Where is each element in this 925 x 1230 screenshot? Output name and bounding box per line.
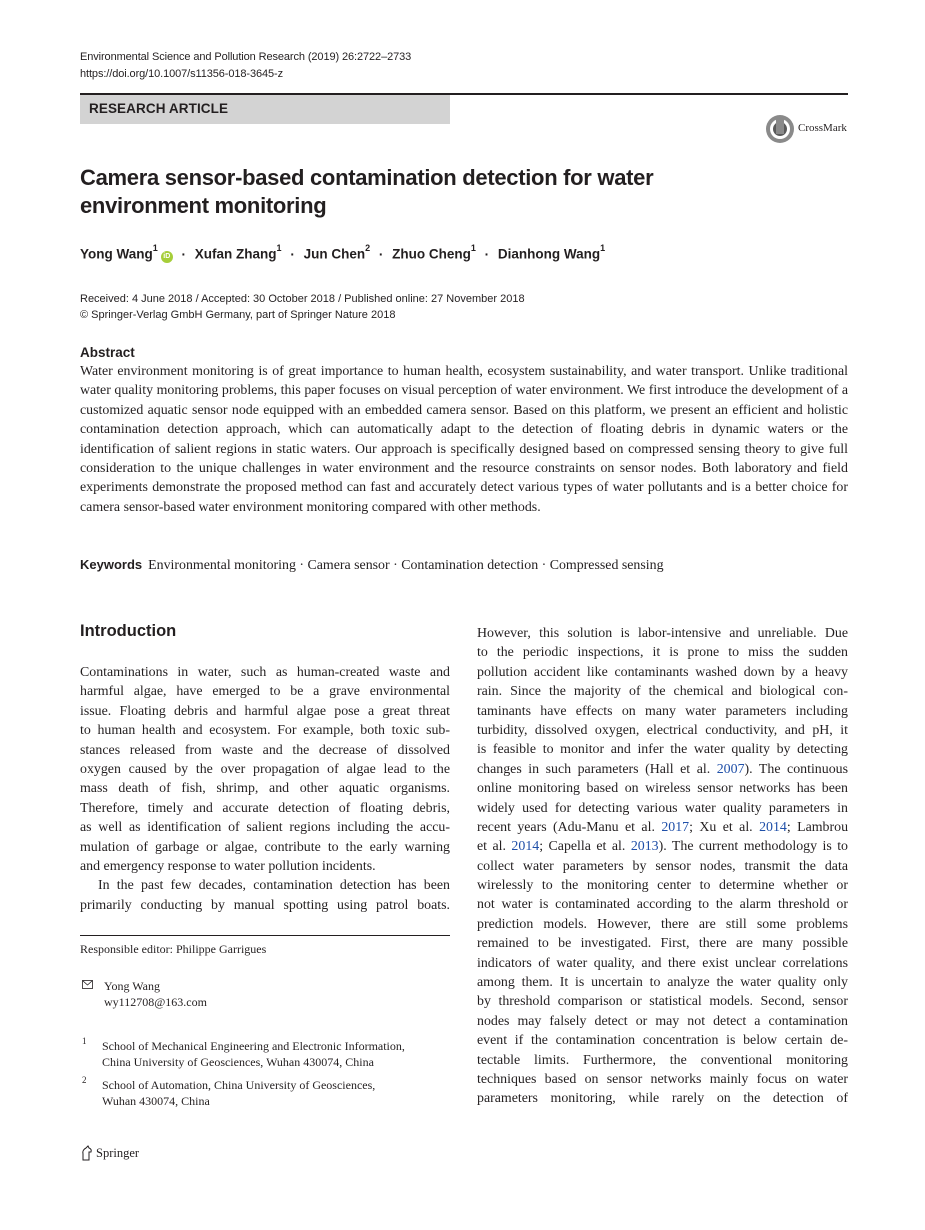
text-line: pollution accident like contaminants washed down by a heavy <box>477 664 848 680</box>
doi-link[interactable]: https://doi.org/10.1007/s11356-018-3645-z <box>80 68 284 80</box>
author-separator: · <box>290 246 295 262</box>
abstract-heading: Abstract <box>80 345 135 360</box>
author-name[interactable]: Zhuo Cheng <box>392 246 471 262</box>
author-name[interactable]: Yong Wang <box>80 246 153 262</box>
text-line: mass death of fish, shrimp, and other aquatic organisms. <box>80 781 450 797</box>
article-title: Camera sensor-based contamination detection for water environment monitoring <box>80 165 654 218</box>
citation-link[interactable]: 2013 <box>630 839 659 855</box>
text-line: oxygen caused by the over propagation of algae lead to the <box>80 761 450 777</box>
author-separator: · <box>181 246 187 262</box>
citation-link[interactable]: 2014 <box>759 819 787 835</box>
orcid-icon[interactable]: iD <box>161 251 173 263</box>
envelope-icon <box>82 980 93 989</box>
text-line: recent years (Adu-Manu et al. 2017; Xu et al. 2014; Lambrou <box>477 819 849 835</box>
text-line: wirelessly to the monitoring center to determine whether or <box>477 878 848 894</box>
text-line: indicators of water quality, and there exist unclear correlations <box>477 955 848 971</box>
author-name[interactable]: Xufan Zhang <box>194 246 277 262</box>
publication-dates: Received: 4 June 2018 / Accepted: 30 October 2018 / Published online: 27 November 2018 <box>80 293 525 305</box>
text-line: online monitoring based on wireless sensor networks has been <box>477 781 848 797</box>
text-line: to the periodic inspections, it is prone to miss the sudden <box>477 645 848 661</box>
affiliation-number: 2 <box>82 1075 87 1085</box>
copyright-notice: © Springer-Verlag GmbH Germany, part of Springer Nature 2018 <box>80 309 396 321</box>
text-line: techniques based on sensor networks mainly focus on water <box>477 1071 848 1087</box>
text-line: stances released from waste and the decrease of dissolved <box>80 742 450 758</box>
journal-citation: Environmental Science and Pollution Research (2019) 26:2722–2733 <box>80 51 412 63</box>
text-line: primarily conducting by manual spotting using patrol boats. <box>80 897 450 913</box>
text-line: et al. 2014; Capella et al. 2013). The current methodology is to <box>477 839 848 855</box>
text-line: widely used for detecting various water quality parameters in <box>477 800 848 816</box>
text-line: However, this solution is labor-intensive and unreliable. Due <box>477 626 848 641</box>
affiliation-text: School of Automation, China University of Geosciences, <box>102 1078 376 1092</box>
text-line: is feasible to monitor and infer the water quality by detecting <box>477 742 848 758</box>
affiliation-number: 1 <box>82 1036 87 1046</box>
corresponding-author-name: Yong Wang <box>104 979 160 993</box>
text-line: by threshold comparison or statistical models. Second, sensor <box>477 994 848 1010</box>
text-line: issue. Floating debris and harmful algae pose a great threat <box>80 703 450 719</box>
springer-horse-icon <box>80 1145 94 1161</box>
text-line: to human health and ecosystem. For example, both toxic sub- <box>80 723 450 739</box>
keywords <box>80 557 848 574</box>
text-line: nodes may falsely detect or may not detect a contamination <box>477 1013 848 1029</box>
text-line: changes in such parameters (Hall et al. 2007). The continuous <box>477 761 848 777</box>
text-line: tectable limits. Furthermore, the conventional monitoring <box>477 1052 848 1068</box>
text-line: not water is contaminated according to the alarm threshold or <box>477 897 848 913</box>
affiliation-mark: 1 <box>276 243 282 253</box>
text-line: mulation of garbage or algae, contribute to the early warning <box>80 839 450 855</box>
affiliation-mark: 1 <box>470 243 476 253</box>
corresponding-author-email[interactable]: wy112708@163.com <box>104 995 207 1009</box>
text-line: parameters monitoring, while rarely on the detection of <box>477 1091 848 1107</box>
text-line: In the past few decades, contamination detection has been <box>98 878 450 894</box>
affiliation-text: China University of Geosciences, Wuhan 430074, China <box>102 1055 374 1069</box>
abstract-text: Water environment monitoring is of great importance to human health, ecosystem sustainability, and water transport. Unlike traditional water quality monitoring problems, this paper focuses on visual perception of water environment. We first introduce the development of a customized aquatic sensor node equipped with an embedded camera sensor. Based on this platform, we present an efficient and holistic contamination detection approach, which can automatically adapt to the detection of floating debris in dynamic waters or the identification of salient regions in static waters. Our approach is specifically designed based on compressed sensing theory to give full consideration to the unique challenges in water environment and the resource constraints on sensor nodes. Both laboratory and field experiments demonstrate the proposed method can fast and accurately detect various types of water pollutants and is a better choice for camera sensor-based water environment monitoring compared with other methods. <box>80 364 848 515</box>
body-column-right <box>477 624 848 1109</box>
body-column-left <box>80 663 450 915</box>
text-line: taminants have effects on many water parameters including <box>477 703 848 719</box>
text-line: among them. It is uncertain to analyze the water quality only <box>477 975 848 991</box>
author-separator: · <box>484 246 490 262</box>
affiliation-mark: 1 <box>152 243 158 253</box>
affiliation-text: Wuhan 430074, China <box>102 1094 210 1108</box>
text-line: prediction models. However, there are still some problems <box>477 916 848 932</box>
keywords-list: Environmental monitoring · Camera sensor · Contamination detection · Compressed sensing <box>148 558 664 573</box>
responsible-editor: Responsible editor: Philippe Garrigues <box>80 942 267 956</box>
citation-link[interactable]: 2014 <box>511 839 540 855</box>
article-type: RESEARCH ARTICLE <box>89 101 229 116</box>
affiliation-mark: 2 <box>365 243 371 253</box>
publisher-name: Springer <box>96 1146 140 1160</box>
author-name[interactable]: Jun Chen <box>303 246 366 262</box>
citation-link[interactable]: 2007 <box>716 761 745 777</box>
citation-link[interactable]: 2017 <box>661 819 690 835</box>
text-line: remained to be investigated. First, there are many possible <box>477 936 848 952</box>
section-heading-introduction: Introduction <box>80 622 177 640</box>
keywords-label: Keywords <box>80 557 143 572</box>
footnote-rule <box>80 935 450 936</box>
text-line: and emergency response to water pollution incidents. <box>80 858 376 874</box>
text-line: rain. Since the majority of the chemical and biological con- <box>477 684 848 700</box>
affiliation-mark: 1 <box>600 243 606 253</box>
text-line: Therefore, timely and accurate detection of floating debris, <box>80 800 450 816</box>
author-list <box>80 245 605 263</box>
text-line: harmful algae, have emerged to be a grave environmental <box>80 684 450 700</box>
author-name[interactable]: Dianhong Wang <box>497 246 601 262</box>
author-separator: · <box>378 246 384 262</box>
text-line: turbidity, dissolved oxygen, electrical conductivity, and pH, it <box>477 722 848 738</box>
text-line: collect water parameters by sensor nodes, transmit the data <box>477 858 848 874</box>
text-line: as well as identification of salient regions including the accu- <box>80 820 450 836</box>
text-line: Contaminations in water, such as human-created waste and <box>80 665 450 680</box>
text-line: event if the contamination concentration is below certain de- <box>477 1033 848 1049</box>
crossmark-label[interactable]: CrossMark <box>798 122 847 134</box>
affiliation-text: School of Mechanical Engineering and Electronic Information, <box>102 1039 405 1053</box>
